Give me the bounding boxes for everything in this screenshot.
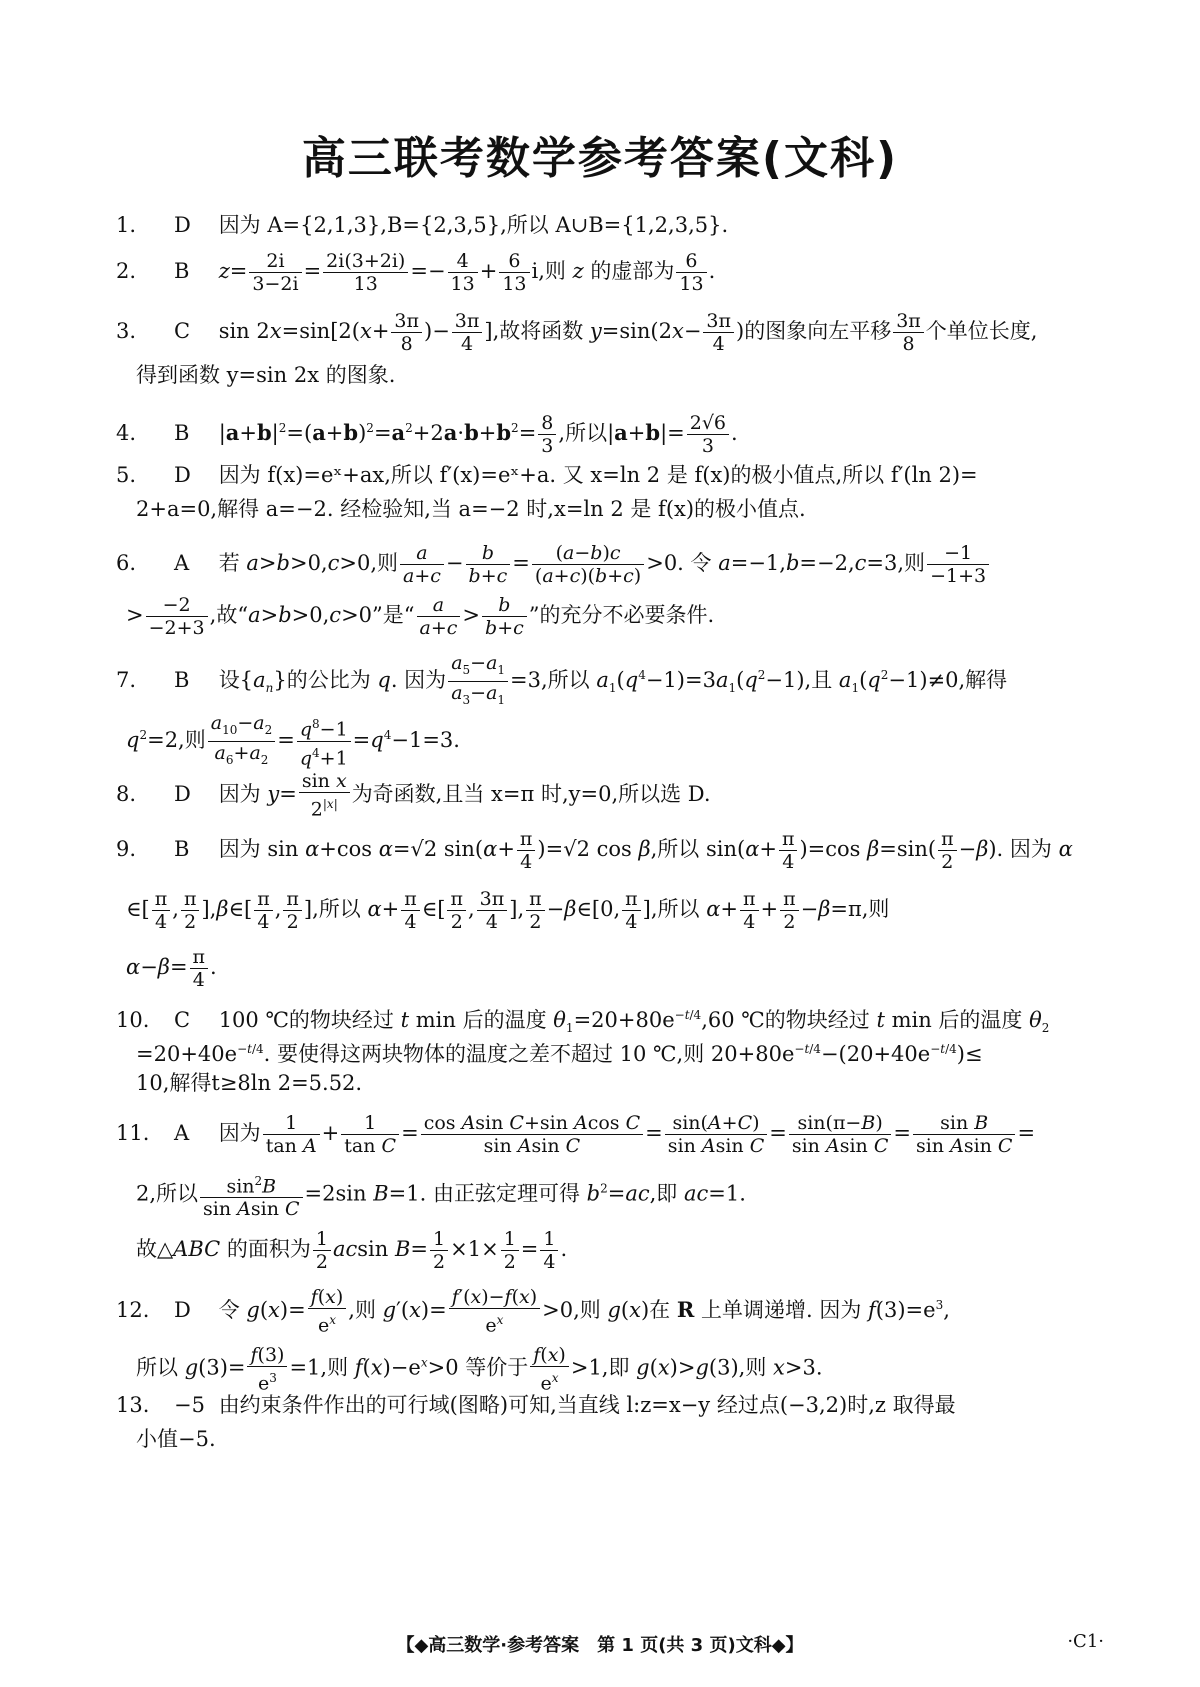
item-answer: D xyxy=(174,213,191,237)
item-answer: D xyxy=(174,463,191,487)
item-answer: B xyxy=(174,837,190,861)
answer-8-tail: 为奇函数,且当 x=π 时,y=0,所以选 D. xyxy=(351,781,711,806)
item-number: 6. xyxy=(116,551,137,575)
answer-text: $|a+b|^2=(a+b)^2=a^2+2a\cdot b+b^2=$ $\frac{8}{3}$ ,所以|a+b|= $\frac{2√6}{3}$ . xyxy=(218,412,738,457)
answer-11-cont1: 2,所以 $\frac{\sin^2B}{\text{sin Asin C}}$ =2sin B=1. 由正弦定理可得 $b^2=ac$,即 ac=1. xyxy=(136,1170,1112,1220)
answer-text: 若 a>b>0,c>0,则 $\frac{a}{a+c}$ − $\frac{b}{b+c}$ = $\frac{(a-b)c}{(a+c)(b+c)}$ >0. 令 a=−1,b=−2,c=3,则 $\frac{-1}{-1+3}$ xyxy=(219,551,991,575)
answer-text: z= $\frac{2i}{3-2i}$ = $\frac{2i(3+2i)}{13}$ =− $\frac{4}{13}$ + $\frac{6}{13}$ i,则 z 的虚部为 $\frac{6}{13}$ . xyxy=(218,250,716,295)
answer-12 xyxy=(116,1286,1112,1336)
answer-text: 因为 f(x)=eˣ+ax,所以 f′(x)=eˣ+a. 又 x=ln 2 是 f(x)的极小值点,所以 f′(ln 2)= xyxy=(218,463,978,487)
item-answer: C xyxy=(174,1008,191,1032)
item-number: 12. xyxy=(116,1297,150,1322)
answer-9-cont1: ∈[ $\frac{\pi}{4}$ , $\frac{\pi}{2}$ ],β∈[ $\frac{\pi}{4}$ , $\frac{\pi}{2}$ ],所以 α+ $\frac{\pi}{4}$ ∈[ $\frac{\pi}{2}$ , $\frac{3\pi}{4}$ ], $\frac{\pi}{2}$ −β∈[0, $\frac{\pi}{4}$ ],所以 α+ $\frac{\pi}{4}$ + $\frac{\pi}{2}$ −β=π,则 xyxy=(126,888,890,933)
item-answer: B xyxy=(174,259,190,283)
item-number: 1. xyxy=(116,213,137,237)
answer-text: sin 2x=sin[2(x+ $\frac{3\pi}{8}$ )− $\frac{3\pi}{4}$ ],故将函数 y=sin(2x− $\frac{3\pi}{4}$ )的图象向左平移 $\frac{3\pi}{8}$ 个单位长度, xyxy=(218,310,1038,355)
answer-text: 因为 sin α+cos α=√2 sin(α+ $\frac{\pi}{4}$ )=√2 cos β,所以 sin(α+ $\frac{\pi}{4}$ )=cos β=sin( $\frac{\pi}{2}$ −β). 因为 α xyxy=(218,828,1073,873)
item-number: 5. xyxy=(116,463,137,487)
answer-11-cont2: 故△ABC 的面积为 $\frac{1}{2}$ acsin B= $\frac{1}{2}$ ×1× $\frac{1}{2}$ = $\frac{1}{4}$ . xyxy=(136,1228,568,1273)
item-number: 13. xyxy=(116,1393,150,1417)
answer-13 xyxy=(116,1390,1112,1420)
answer-text: 设$\{a_n\}$的公比为 q. 因为 $\frac{a_5-a_1}{a_3-a_1}$ =3,所以 $a_1(q^4-1)=3a_1(q^2-1)$,且 $a_1(q^2-1)\ne 0$,解得 xyxy=(218,652,1008,707)
item-number: 3. xyxy=(116,319,137,343)
answer-4 xyxy=(116,412,1112,457)
page-title: 高三联考数学参考答案(文科) xyxy=(301,133,899,184)
item-answer: D xyxy=(174,1297,191,1322)
answer-10-cont1: $=20+40e^{-t/4}$. 要使得这两块物体的温度之差不超过 10 ℃,则 $20+80e^{-t/4}-(20+40e^{-t/4})\le$ xyxy=(136,1042,983,1066)
page-footer: 【◆高三数学·参考答案 第 1 页(共 3 页)文科◆】 xyxy=(396,1635,804,1656)
answer-6-cont: > $\frac{-2}{-2+3}$ ,故“a>b>0,c>0”是“ $\frac{a}{a+c}$ > $\frac{b}{b+c}$ ”的充分不必要条件. xyxy=(126,594,715,639)
item-number: 4. xyxy=(116,421,137,445)
answer-8 xyxy=(116,770,1112,820)
item-answer: C xyxy=(174,319,191,343)
answer-text: 因为 y= $\frac{\text{sin x}}{2^{|x|}}$ 为奇函数,且当 x=π 时,y=0,所以选 D. xyxy=(218,770,711,821)
answer-9-cont2: α−β= $\frac{\pi}{4}$ . xyxy=(126,946,217,991)
item-number: 2. xyxy=(116,259,137,283)
answer-6 xyxy=(116,542,1112,587)
answer-2 xyxy=(116,250,1112,295)
answer-12-cont: 所以 g(3)= $\frac{f(3)}{e^3}$ =1,则 $f(x)-e^x>0$ 等价于 $\frac{f(x)}{e^x}$ >1,即 g(x)>g(3),则 x>3. xyxy=(136,1344,823,1395)
item-answer: B xyxy=(174,667,190,692)
answer-5-cont: 2+a=0,解得 a=−2. 经检验知,当 a=−2 时,x=ln 2 是 f(x)的极小值点. xyxy=(136,497,806,521)
item-answer: A xyxy=(174,1121,190,1145)
answer-text: 令 g(x)= $\frac{f(x)}{e^x}$ ,则 g′(x)= $\frac{f'(x)-f(x)}{e^x}$ >0,则 g(x)在 R 上单调递增. 因为 $f(3)=e^3$, xyxy=(218,1286,950,1337)
item-number: 11. xyxy=(116,1121,150,1145)
answer-7-cont: $q^2=2$,则 $\frac{a_{10}-a_2}{a_6+a_2}$ = $\frac{q^8-1}{q^4+1}$ $=q^4-1=3$. xyxy=(126,712,460,770)
answer-1 xyxy=(116,210,1112,240)
answer-text: 因为 A={2,1,3},B={2,3,5},所以 A∪B={1,2,3,5}. xyxy=(218,213,729,237)
item-answer: A xyxy=(174,551,190,575)
item-answer: D xyxy=(174,781,191,806)
answer-9 xyxy=(116,828,1112,873)
answer-text: 100 ℃的物块经过 t min 后的温度 $\theta_1=20+80e^{-t/4},60$ ℃的物块经过 t min 后的温度 $\theta_2$ xyxy=(218,1008,1050,1036)
answer-10-cont2: 10,解得t≥8ln 2=5.52. xyxy=(136,1071,363,1095)
item-answer: B xyxy=(174,421,190,445)
item-number: 7. xyxy=(116,667,137,692)
page-code: ·C1· xyxy=(1067,1631,1104,1652)
answer-5 xyxy=(116,460,1112,490)
answer-text: 由约束条件作出的可行域(图略)可知,当直线 l:z=x−y 经过点(−3,2)时,z 取得最 xyxy=(218,1393,956,1417)
answer-7 xyxy=(116,652,1112,711)
item-number: 8. xyxy=(116,781,137,806)
item-number: 9. xyxy=(116,837,137,861)
answer-3 xyxy=(116,310,1112,355)
item-answer: −5 xyxy=(174,1393,205,1417)
answer-11 xyxy=(116,1112,1112,1157)
answer-13-cont: 小值−5. xyxy=(136,1427,216,1451)
answer-text: 因为 $\frac{1}{\text{tan A}}$ + $\frac{1}{\text{tan C}}$ = $\frac{\text{cos Asin C+sin Acos C}}{\text{sin Asin C}}$ = $\frac{\sin(A+C)}{\text{sin Asin C}}$ = $\frac{\sin(\pi-B)}{\text{sin Asin C}}$ = $\frac{\text{sin B}}{\text{sin Asin C}}$ = xyxy=(218,1112,1036,1157)
item-number: 10. xyxy=(116,1008,150,1032)
answer-3-cont: 得到函数 y=sin 2x 的图象. xyxy=(136,363,396,387)
